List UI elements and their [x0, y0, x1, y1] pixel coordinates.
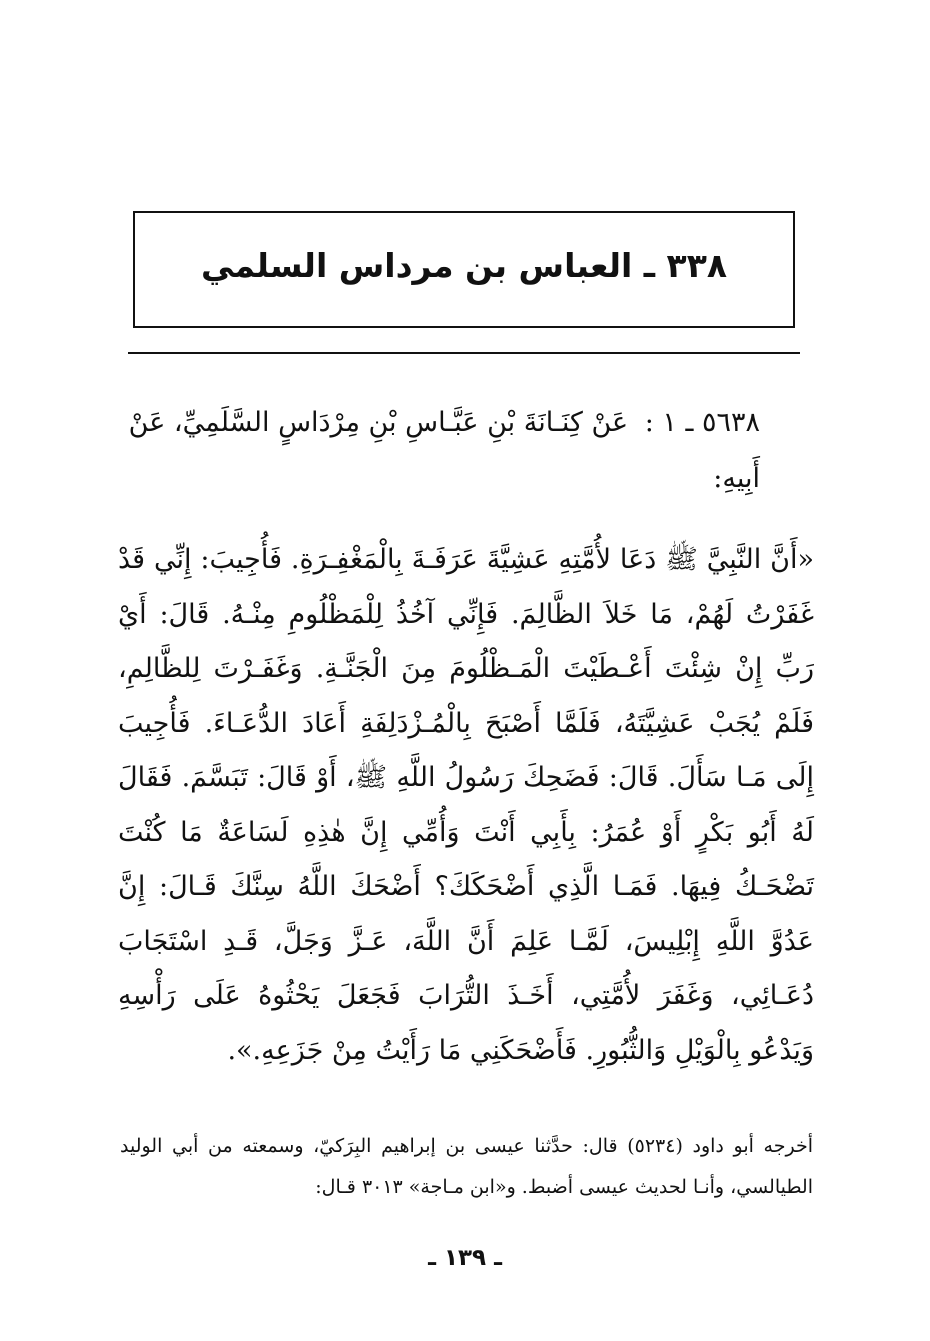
header-divider	[128, 352, 800, 354]
chapter-title-box	[133, 211, 795, 328]
hadith-heading	[120, 395, 760, 507]
hadith-isnad: عَنْ كِنَـانَةَ بْنِ عَبَّـاسِ بْنِ مِرْدَاسٍ السَّلَمِيِّ، عَنْ أَبِيهِ:	[128, 407, 760, 494]
hadith-number: ٥٦٣٨ ـ ١ :	[644, 407, 760, 438]
takhrij-footnote: أخرجه أبو داود (٥٢٣٤) قال: حدَّثنا عيسى بن إبراهيم البِرَكيّ، وسمعته من أبي الوليد الطيالسي، وأنـا لحديث عيسى أضبط. و«ابن مـاجة» ٣٠١٣ قـال:	[120, 1135, 813, 1198]
hadith-matn: «أَنَّ النَّبِيَّ ﷺ دَعَا لأُمَّتِهِ عَشِيَّةَ عَرَفَـةَ بِالْمَغْفِـرَةِ. فَأُجِيبَ: إِنِّي قَدْ غَفَرْتُ لَهُمْ، مَا خَلاَ الظَّالِمَ. فَإِنِّي آخُذُ لِلْمَظْلُومِ مِنْـهُ. قَالَ: أَيْ رَبِّ إِنْ شِئْتَ أَعْـطَيْتَ الْمَـظْلُومَ مِنَ الْجَنَّـةِ. وَغَفَـرْتَ لِلظَّالِمِ، فَلَمْ يُجَبْ عَشِيَّتَهُ، فَلَمَّا أَصْبَحَ بِالْمُـزْدَلِفَةِ أَعَادَ الدُّعَـاءَ. فَأُجِيبَ إِلَى مَـا سَأَلَ. قَالَ: فَضَحِكَ رَسُولُ اللَّهِ ﷺ، أَوْ قَالَ: تَبَسَّمَ. فَقَالَ لَهُ أَبُو بَكْرٍ أَوْ عُمَرُ: بِأَبِي أَنْتَ وَأُمِّي إِنَّ هٰذِهِ لَسَاعَةٌ مَا كُنْتَ تَضْحَـكُ فِيهَا. فَمَـا الَّذِي أَضْحَكَكَ؟ أَضْحَكَ اللَّهُ سِنَّكَ قَـالَ: إِنَّ عَدُوَّ اللَّهِ إِبْلِيسَ، لَمَّـا عَلِمَ أَنَّ اللَّهَ، عَـزَّ وَجَلَّ، قَـدِ اسْتَجَابَ دُعَـائِي، وَغَفَرَ لأُمَّتِي، أَخَـذَ التُّرَابَ فَجَعَلَ يَحْثُوهُ عَلَى رَأْسِهِ وَيَدْعُو بِالْوَيْلِ وَالثُّبُورِ. فَأَضْحَكَنِي مَا رَأَيْتُ مِنْ جَزَعِهِ.».	[118, 544, 814, 1066]
page-number: ـ ١٣٩ ـ	[428, 1245, 502, 1271]
chapter-title: ٣٣٨ ـ العباس بن مرداس السلمي	[201, 246, 727, 285]
